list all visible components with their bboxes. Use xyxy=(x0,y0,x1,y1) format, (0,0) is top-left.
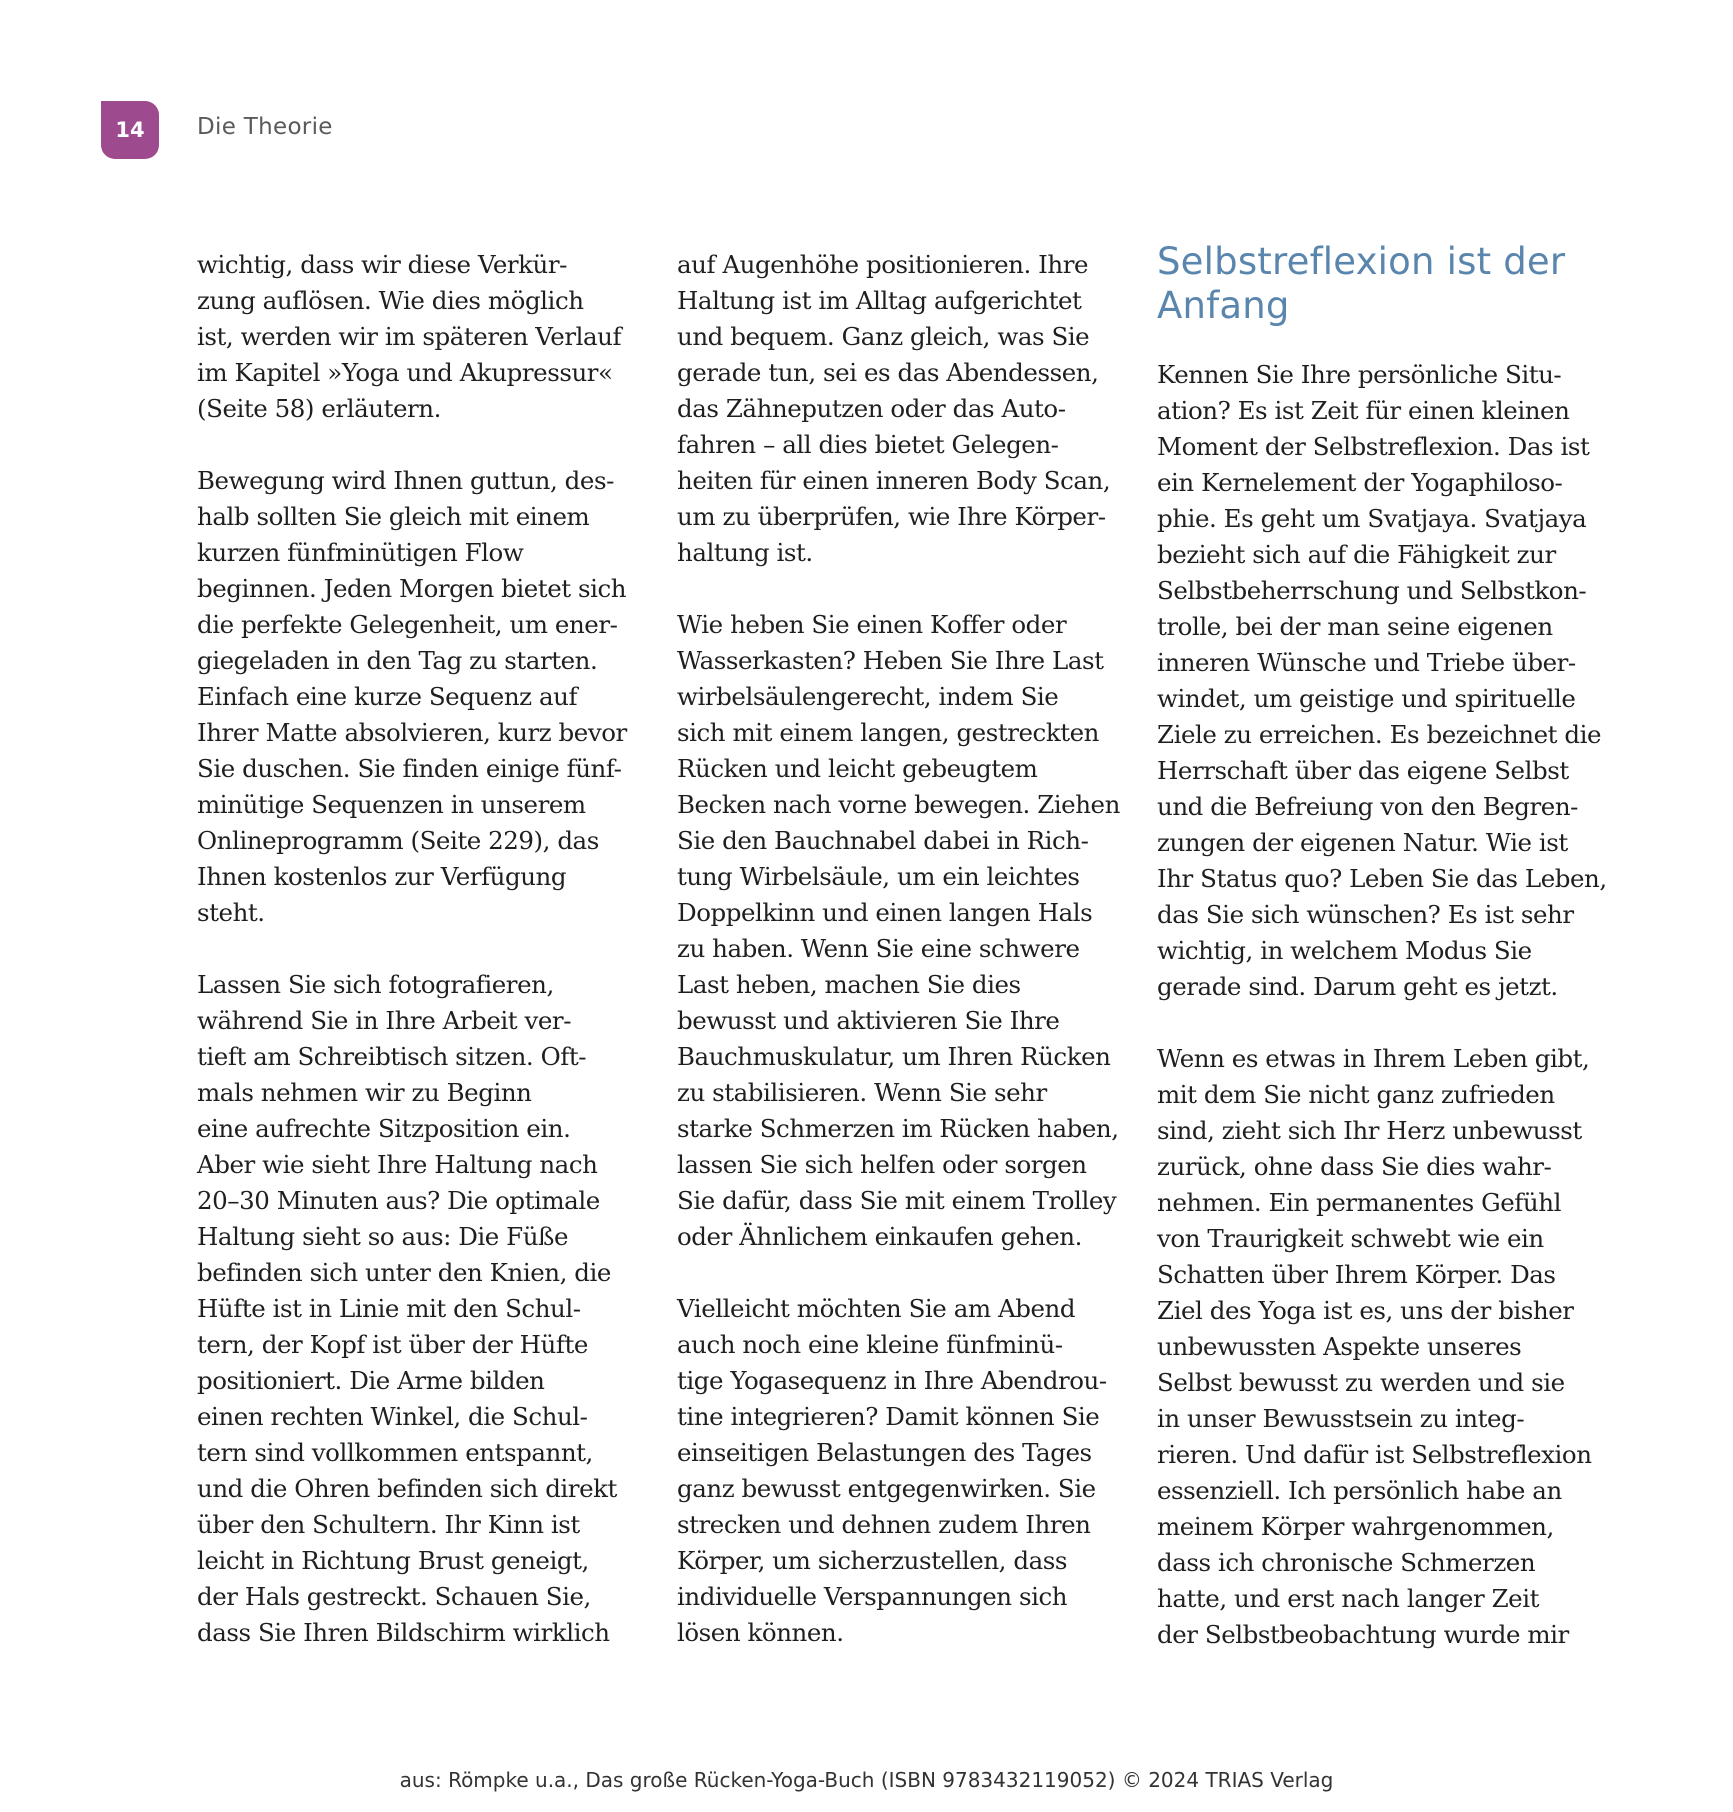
text-line: Ihrer Matte absolvieren, kurz bevor xyxy=(197,718,627,747)
text-line: Wenn es etwas in Ihrem Leben gibt, xyxy=(1157,1044,1590,1073)
text-line: auch noch eine kleine fünfminü- xyxy=(677,1330,1063,1359)
section-heading xyxy=(1157,240,1565,328)
text-line: fahren – all dies bietet Gelegen- xyxy=(677,430,1059,459)
text-line: positioniert. Die Arme bilden xyxy=(197,1366,545,1395)
text-line: Kennen Sie Ihre persönliche Situ- xyxy=(1157,360,1562,389)
text-line: Bauchmuskulatur, um Ihren Rücken xyxy=(677,1042,1111,1071)
text-line: Hüfte ist in Linie mit den Schul- xyxy=(197,1294,581,1323)
text-line: lösen können. xyxy=(677,1618,844,1647)
text-line: steht. xyxy=(197,898,265,927)
running-head: Die Theorie xyxy=(197,114,333,140)
text-line: um zu überprüfen, wie Ihre Körper- xyxy=(677,502,1106,531)
text-line: ation? Es ist Zeit für einen kleinen xyxy=(1157,396,1570,425)
text-line: strecken und dehnen zudem Ihren xyxy=(677,1510,1091,1539)
text-line: 20–30 Minuten aus? Die optimale xyxy=(197,1186,600,1215)
body-paragraph xyxy=(197,967,637,1651)
text-line: in unser Bewusstsein zu integ- xyxy=(1157,1404,1525,1433)
text-line: tige Yogasequenz in Ihre Abendrou- xyxy=(677,1366,1107,1395)
text-line: zu haben. Wenn Sie eine schwere xyxy=(677,934,1080,963)
text-line: ganz bewusst entgegenwirken. Sie xyxy=(677,1474,1096,1503)
body-paragraph xyxy=(197,247,637,427)
text-line: Selbst bewusst zu werden und sie xyxy=(1157,1368,1565,1397)
text-line: mit dem Sie nicht ganz zufrieden xyxy=(1157,1080,1555,1109)
body-paragraph xyxy=(677,1291,1117,1651)
text-line: Haltung sieht so aus: Die Füße xyxy=(197,1222,569,1251)
text-line: während Sie in Ihre Arbeit ver- xyxy=(197,1006,572,1035)
text-line: bezieht sich auf die Fähigkeit zur xyxy=(1157,540,1556,569)
body-paragraph xyxy=(197,463,637,931)
text-line: (Seite 58) erläutern. xyxy=(197,394,441,423)
text-line: zung auflösen. Wie dies möglich xyxy=(197,286,584,315)
text-line: das Sie sich wünschen? Es ist sehr xyxy=(1157,900,1574,929)
body-paragraph xyxy=(1157,1041,1597,1653)
text-line: kurzen fünfminütigen Flow xyxy=(197,538,524,567)
text-line: Sie den Bauchnabel dabei in Rich- xyxy=(677,826,1089,855)
text-line: tern, der Kopf ist über der Hüfte xyxy=(197,1330,588,1359)
text-line: Ziele zu erreichen. Es bezeichnet die xyxy=(1157,720,1602,749)
text-line: wirbelsäulengerecht, indem Sie xyxy=(677,682,1059,711)
text-line: ist, werden wir im späteren Verlauf xyxy=(197,322,622,351)
body-paragraph xyxy=(677,607,1120,1255)
text-line: wichtig, dass wir diese Verkür- xyxy=(197,250,567,279)
text-line: Bewegung wird Ihnen guttun, des- xyxy=(197,466,614,495)
body-paragraph xyxy=(1157,357,1607,1005)
text-line: zu stabilisieren. Wenn Sie sehr xyxy=(677,1078,1047,1107)
text-line: tine integrieren? Damit können Sie xyxy=(677,1402,1100,1431)
text-line: Becken nach vorne bewegen. Ziehen xyxy=(677,790,1120,819)
text-line: bewusst und aktivieren Sie Ihre xyxy=(677,1006,1060,1035)
text-line: minütige Sequenzen in unserem xyxy=(197,790,586,819)
section-heading-line: Anfang xyxy=(1157,284,1290,327)
text-line: und die Befreiung von den Begren- xyxy=(1157,792,1578,821)
text-line: auf Augenhöhe positionieren. Ihre xyxy=(677,250,1089,279)
text-column-1 xyxy=(197,247,637,1687)
text-line: einen rechten Winkel, die Schul- xyxy=(197,1402,588,1431)
text-line: Rücken und leicht gebeugtem xyxy=(677,754,1038,783)
text-line: lassen Sie sich helfen oder sorgen xyxy=(677,1150,1087,1179)
text-line: sind, zieht sich Ihr Herz unbewusst xyxy=(1157,1116,1582,1145)
text-line: starke Schmerzen im Rücken haben, xyxy=(677,1114,1119,1143)
page-number-badge xyxy=(101,101,159,159)
text-line: leicht in Richtung Brust geneigt, xyxy=(197,1546,589,1575)
body-paragraph xyxy=(677,247,1117,571)
text-line: mals nehmen wir zu Beginn xyxy=(197,1078,532,1107)
text-column-2 xyxy=(677,247,1120,1687)
text-line: und die Ohren befinden sich direkt xyxy=(197,1474,617,1503)
text-line: unbewussten Aspekte unseres xyxy=(1157,1332,1522,1361)
text-line: Vielleicht möchten Sie am Abend xyxy=(677,1294,1076,1323)
text-line: heiten für einen inneren Body Scan, xyxy=(677,466,1111,495)
text-line: Herrschaft über das eigene Selbst xyxy=(1157,756,1569,785)
section-heading-line: Selbstreflexion ist der xyxy=(1157,240,1566,283)
text-line: Sie duschen. Sie finden einige fünf- xyxy=(197,754,622,783)
text-line: gerade sind. Darum geht es jetzt. xyxy=(1157,972,1558,1001)
text-line: Selbstbeherrschung und Selbstkon- xyxy=(1157,576,1587,605)
text-line: beginnen. Jeden Morgen bietet sich xyxy=(197,574,627,603)
text-line: individuelle Verspannungen sich xyxy=(677,1582,1068,1611)
text-line: Ihr Status quo? Leben Sie das Leben, xyxy=(1157,864,1607,893)
text-line: Einfach eine kurze Sequenz auf xyxy=(197,682,578,711)
text-line: Schatten über Ihrem Körper. Das xyxy=(1157,1260,1556,1289)
text-line: inneren Wünsche und Triebe über- xyxy=(1157,648,1576,677)
text-line: Wie heben Sie einen Koffer oder xyxy=(677,610,1067,639)
text-line: Sie dafür, dass Sie mit einem Trolley xyxy=(677,1186,1117,1215)
text-line: giegeladen in den Tag zu starten. xyxy=(197,646,598,675)
text-line: im Kapitel »Yoga und Akupressur« xyxy=(197,358,613,387)
text-line: Onlineprogramm (Seite 229), das xyxy=(197,826,599,855)
text-line: tieft am Schreibtisch sitzen. Oft- xyxy=(197,1042,587,1071)
page-number: 14 xyxy=(115,118,145,142)
text-line: sich mit einem langen, gestreckten xyxy=(677,718,1099,747)
text-line: Haltung ist im Alltag aufgerichtet xyxy=(677,286,1082,315)
text-line: die perfekte Gelegenheit, um ener- xyxy=(197,610,618,639)
text-line: der Selbstbeobachtung wurde mir xyxy=(1157,1620,1569,1649)
text-line: Last heben, machen Sie dies xyxy=(677,970,1021,999)
text-line: wichtig, in welchem Modus Sie xyxy=(1157,936,1532,965)
text-line: das Zähneputzen oder das Auto- xyxy=(677,394,1066,423)
text-line: gerade tun, sei es das Abendessen, xyxy=(677,358,1099,387)
text-line: haltung ist. xyxy=(677,538,813,567)
text-line: meinem Körper wahrgenommen, xyxy=(1157,1512,1554,1541)
text-line: rieren. Und dafür ist Selbstreflexion xyxy=(1157,1440,1592,1469)
text-line: befinden sich unter den Knien, die xyxy=(197,1258,611,1287)
text-column-3 xyxy=(1157,357,1607,1689)
text-line: Körper, um sicherzustellen, dass xyxy=(677,1546,1067,1575)
text-line: tern sind vollkommen entspannt, xyxy=(197,1438,593,1467)
text-line: dass ich chronische Schmerzen xyxy=(1157,1548,1536,1577)
text-line: essenziell. Ich persönlich habe an xyxy=(1157,1476,1562,1505)
text-line: windet, um geistige und spirituelle xyxy=(1157,684,1576,713)
text-line: trolle, bei der man seine eigenen xyxy=(1157,612,1553,641)
text-line: Wasserkasten? Heben Sie Ihre Last xyxy=(677,646,1104,675)
text-line: Moment der Selbstreflexion. Das ist xyxy=(1157,432,1590,461)
text-line: nehmen. Ein permanentes Gefühl xyxy=(1157,1188,1561,1217)
text-line: und bequem. Ganz gleich, was Sie xyxy=(677,322,1090,351)
text-line: dass Sie Ihren Bildschirm wirklich xyxy=(197,1618,610,1647)
text-line: ein Kernelement der Yogaphiloso- xyxy=(1157,468,1563,497)
text-line: oder Ähnlichem einkaufen gehen. xyxy=(677,1222,1082,1251)
text-line: tung Wirbelsäule, um ein leichtes xyxy=(677,862,1080,891)
text-line: zungen der eigenen Natur. Wie ist xyxy=(1157,828,1568,857)
text-line: eine aufrechte Sitzposition ein. xyxy=(197,1114,571,1143)
text-line: von Traurigkeit schwebt wie ein xyxy=(1157,1224,1544,1253)
text-line: Lassen Sie sich fotografieren, xyxy=(197,970,554,999)
text-line: über den Schultern. Ihr Kinn ist xyxy=(197,1510,580,1539)
text-line: halb sollten Sie gleich mit einem xyxy=(197,502,590,531)
text-line: phie. Es geht um Svatjaya. Svatjaya xyxy=(1157,504,1587,533)
text-line: Doppelkinn und einen langen Hals xyxy=(677,898,1093,927)
text-line: einseitigen Belastungen des Tages xyxy=(677,1438,1092,1467)
text-line: Ihnen kostenlos zur Verfügung xyxy=(197,862,567,891)
text-line: der Hals gestreckt. Schauen Sie, xyxy=(197,1582,591,1611)
text-line: Aber wie sieht Ihre Haltung nach xyxy=(197,1150,598,1179)
footer-citation: aus: Römpke u.a., Das große Rücken-Yoga-Buch (ISBN 9783432119052) © 2024 TRIAS Verlag xyxy=(399,1768,1334,1792)
text-line: hatte, und erst nach langer Zeit xyxy=(1157,1584,1539,1613)
text-line: Ziel des Yoga ist es, uns der bisher xyxy=(1157,1296,1574,1325)
text-line: zurück, ohne dass Sie dies wahr- xyxy=(1157,1152,1552,1181)
